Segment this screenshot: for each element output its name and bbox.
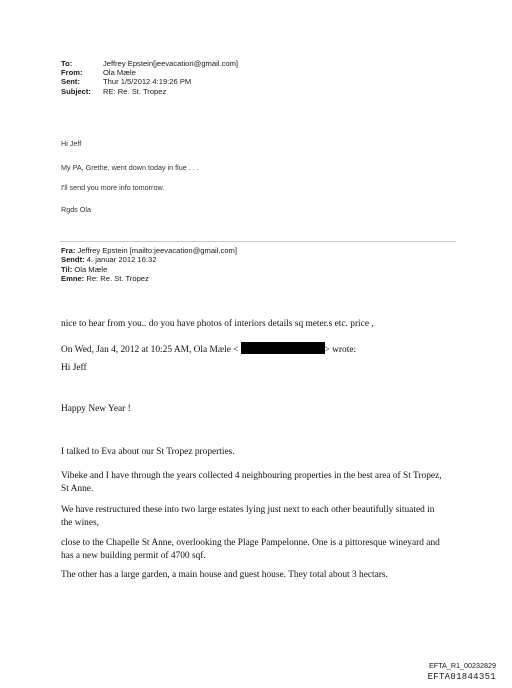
emne-value: Re: Re. St. Tropez xyxy=(86,274,149,284)
message-paragraph-4: close to the Chapelle St Anne, overlooking the Plage Pampelonne. One is a pittoresque wineyard and has a new building permit of 4700 sqf. xyxy=(61,538,440,561)
emne-row xyxy=(61,274,237,283)
divider-line xyxy=(60,241,456,242)
fra-row xyxy=(61,246,237,255)
fra-value: Jeffrey Epstein [mailto:jeevacation@gmail.com] xyxy=(77,246,237,255)
sendt-row xyxy=(61,255,237,264)
email-header xyxy=(61,59,238,96)
to-row xyxy=(61,59,238,68)
reply-signoff: Rgds Ola xyxy=(61,205,91,214)
reply-line-1: My PA, Grethe, went down today in flue . . . xyxy=(61,163,199,172)
emne-label: Emne: xyxy=(61,274,85,284)
from-row xyxy=(61,68,238,77)
message-hi: Hi Jeff xyxy=(61,363,87,373)
sendt-value: 4. januar 2012 16:32 xyxy=(86,255,157,265)
to-value: Jeffrey Epstein[jeevacation@gmail.com] xyxy=(103,59,239,68)
message-happy-new-year: Happy New Year ! xyxy=(61,404,131,414)
on-wrote-prefix: On Wed, Jan 4, 2012 at 10:25 AM, Ola Mæle < xyxy=(61,345,239,355)
reply-greeting: Hi Jeff xyxy=(61,139,82,148)
sendt-label: Sendt: xyxy=(61,255,85,265)
sent-row xyxy=(61,77,238,86)
bates-number-2: EFTA01844351 xyxy=(427,672,496,682)
message-paragraph-3: We have restructured these into two large estates lying just next to each other beautifully situated in the wines, xyxy=(61,505,435,528)
subject-value: RE: Re. St. Tropez xyxy=(103,86,167,96)
message-paragraph-2: Vibeke and I have through the years collected 4 neighbouring properties in the best area of St Tropez, St Anne. xyxy=(61,471,442,494)
quoted-header xyxy=(61,246,237,284)
subject-row xyxy=(61,87,238,96)
bates-number-1: EFTA_R1_00232829 xyxy=(429,661,496,670)
til-label: Til: xyxy=(61,264,73,274)
redaction-block xyxy=(241,342,325,354)
from-value: Ola Mæle xyxy=(103,68,136,78)
on-wrote-suffix: > wrote: xyxy=(324,345,357,355)
message-paragraph-5: The other has a large garden, a main house and guest house. They total about 3 hectars. xyxy=(61,570,388,580)
subject-label: Subject: xyxy=(61,86,91,96)
til-row xyxy=(61,265,237,274)
message-paragraph-1: I talked to Eva about our St Tropez properties. xyxy=(61,447,235,457)
sent-value: Thur 1/5/2012 4:19:26 PM xyxy=(103,77,192,87)
on-wrote-line xyxy=(61,342,356,355)
to-label: To: xyxy=(61,59,73,68)
reply-line-2: I'll send you more info tomorrow. xyxy=(61,183,165,192)
fra-label: Fra: xyxy=(61,246,76,255)
message-line-1: nice to hear from you.. do you have photos of interiors details sq meter.s etc. price , xyxy=(61,319,374,329)
from-label: From: xyxy=(61,68,83,78)
til-value: Ola Mæle xyxy=(74,264,108,274)
sent-label: Sent: xyxy=(61,77,80,87)
